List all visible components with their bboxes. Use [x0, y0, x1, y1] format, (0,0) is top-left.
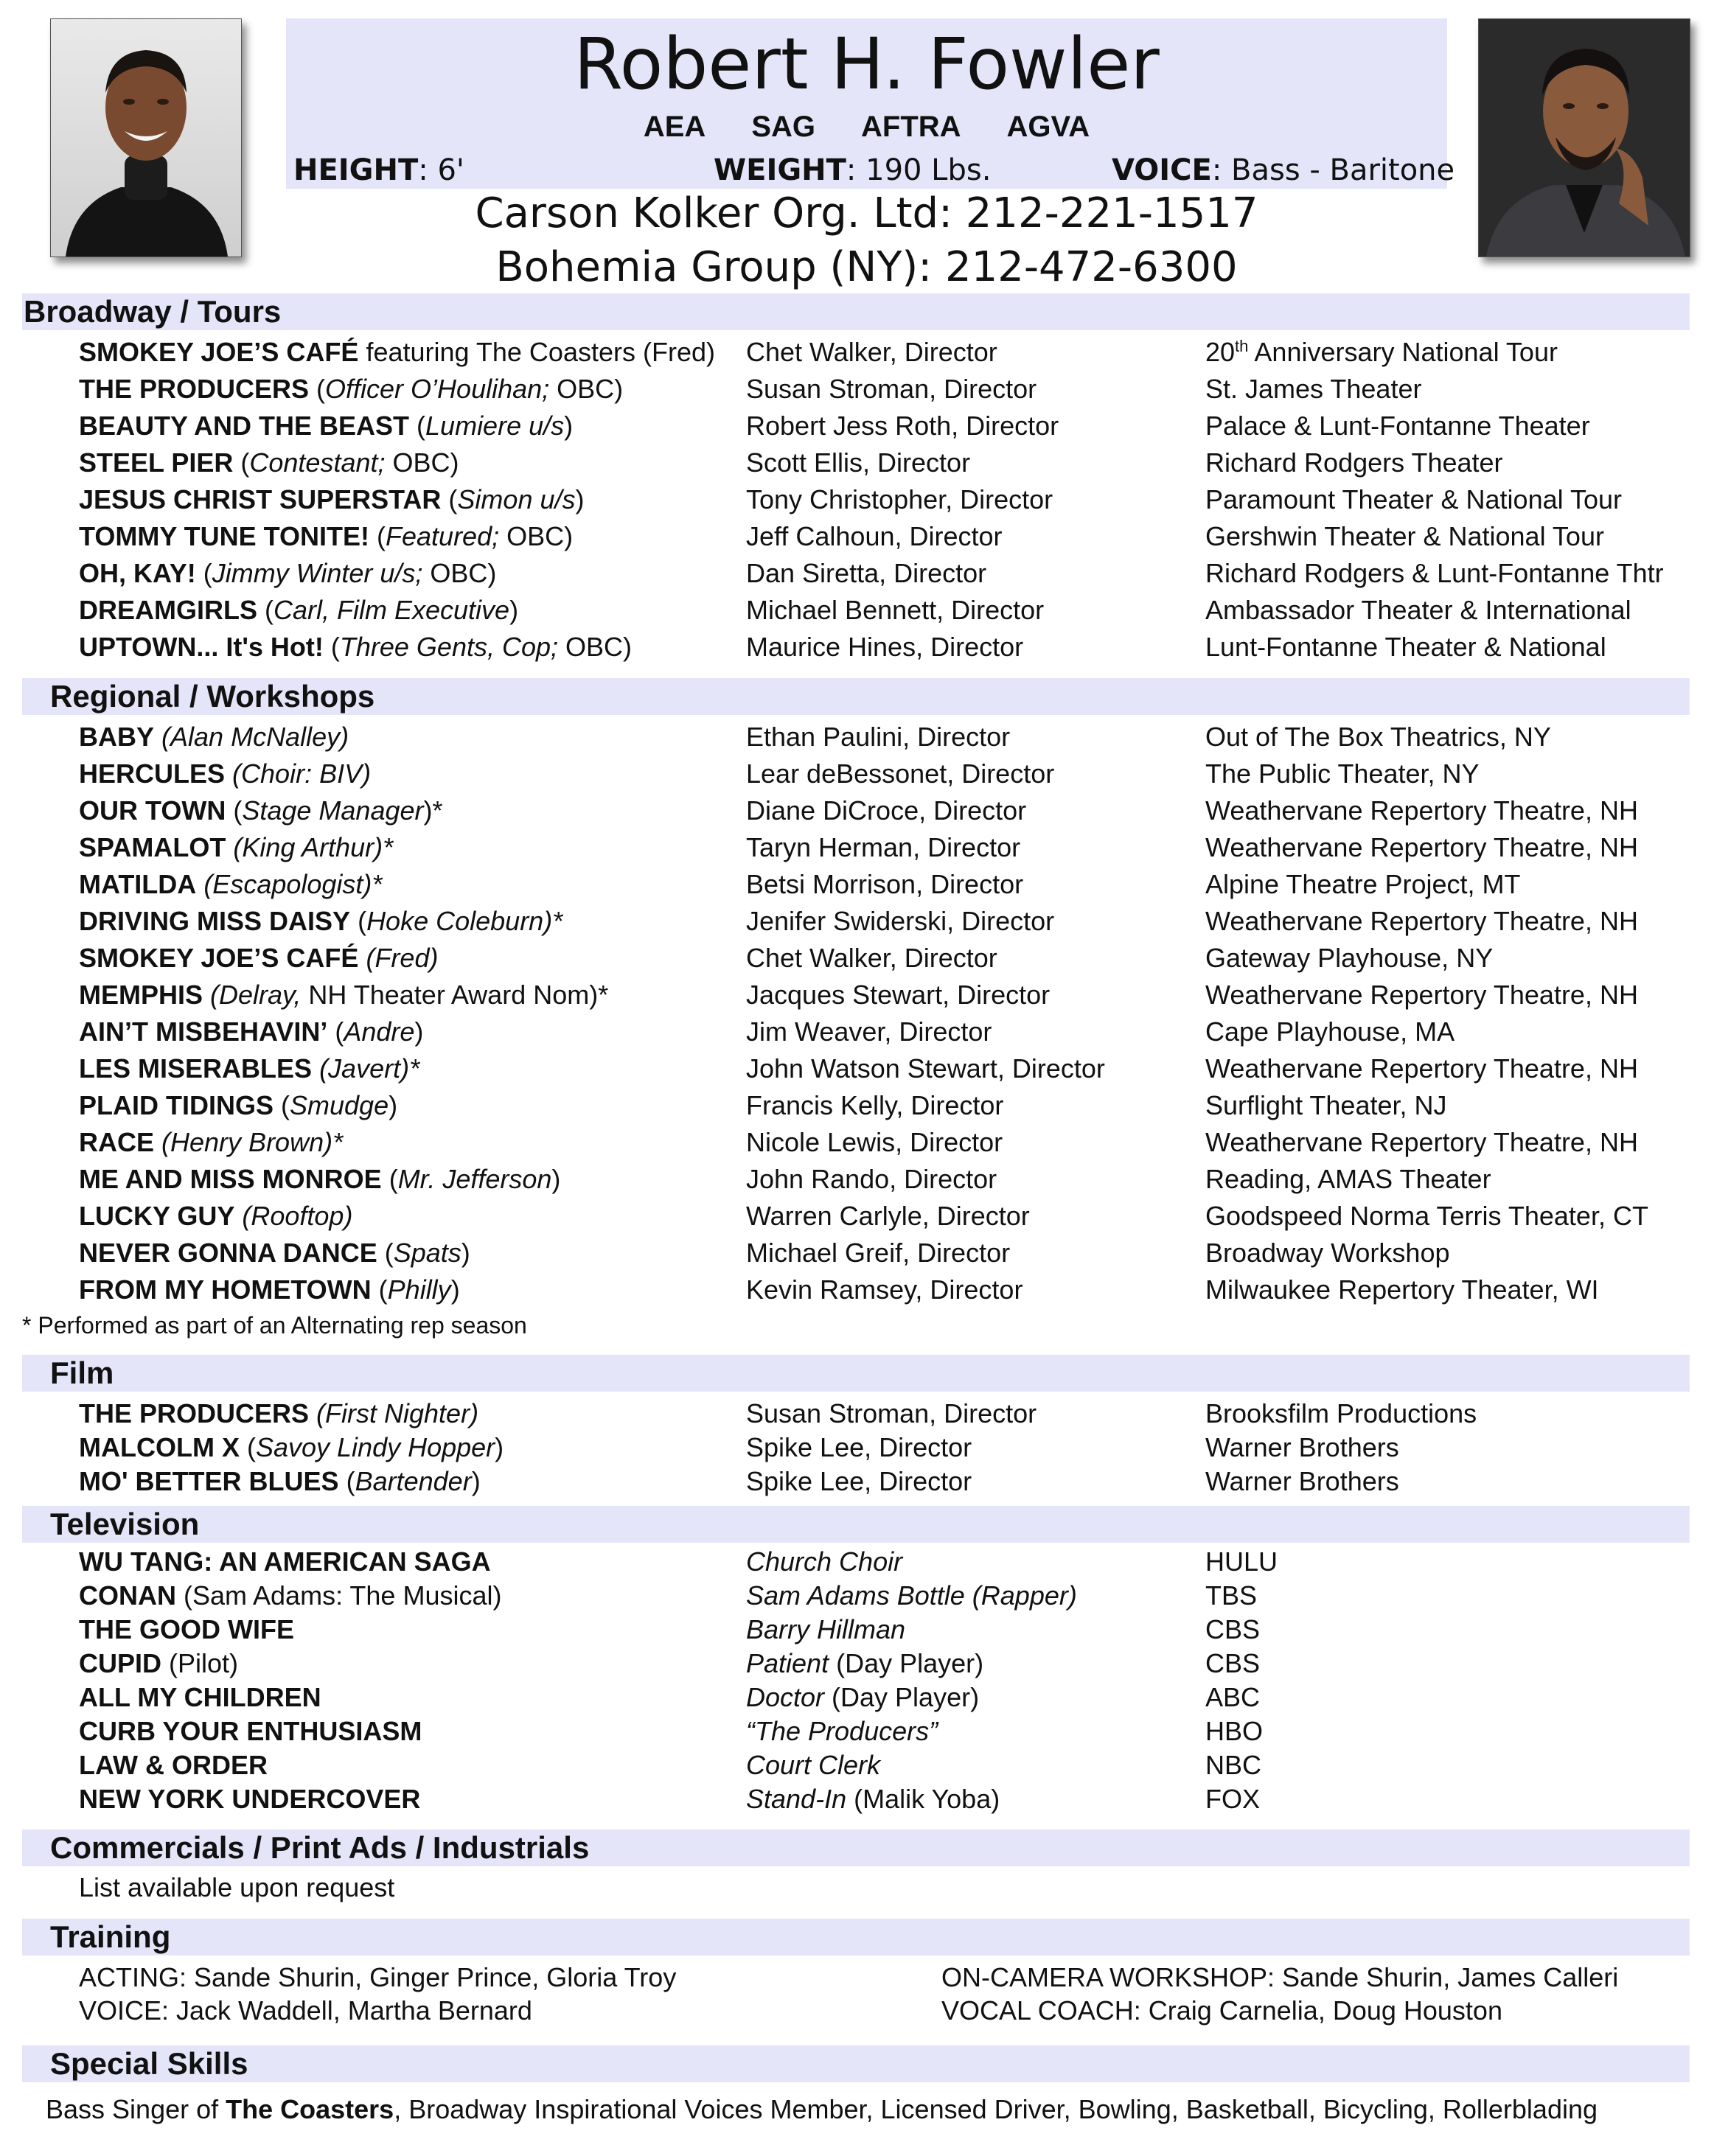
credit-director: Kevin Ramsey, Director — [746, 1274, 1023, 1305]
credit-row — [0, 1235, 1714, 1271]
credit-venue: Warner Brothers — [1205, 1466, 1399, 1496]
credit-director: Spike Lee, Director — [746, 1466, 972, 1496]
credit-show: RACE (Henry Brown)* — [79, 1127, 344, 1157]
credit-row — [0, 1271, 1714, 1308]
credit-role: Patient (Day Player) — [746, 1648, 984, 1678]
credit-venue: Palace & Lunt-Fontanne Theater — [1205, 411, 1590, 441]
credit-venue: Weathervane Repertory Theatre, NH — [1205, 1127, 1638, 1157]
stat-height: HEIGHT: 6' — [293, 153, 464, 187]
credit-director: Maurice Hines, Director — [746, 632, 1024, 662]
credit-show: THE PRODUCERS (Officer O’Houlihan; OBC) — [79, 374, 624, 404]
section-title-training: Training — [50, 1919, 171, 1954]
credit-show: NEW YORK UNDERCOVER — [79, 1784, 421, 1814]
credit-row — [0, 629, 1714, 666]
special-skills-text: Bass Singer of The Coasters, Broadway Inspirational Voices Member, Licensed Driver, Bowling, Basketball, Bicycling, Rollerblading — [46, 2094, 1598, 2124]
credit-show: CONAN (Sam Adams: The Musical) — [79, 1580, 502, 1611]
credit-venue: Gateway Playhouse, NY — [1205, 943, 1494, 973]
footnote: * Performed as part of an Alternating rep season — [22, 1312, 527, 1339]
credit-role: Sam Adams Bottle (Rapper) — [746, 1580, 1077, 1611]
credit-director: Michael Greif, Director — [746, 1238, 1011, 1268]
credit-venue: Weathervane Repertory Theatre, NH — [1205, 906, 1638, 936]
credit-director: Betsi Morrison, Director — [746, 869, 1024, 899]
credit-show: MEMPHIS (Delray, NH Theater Award Nom)* — [79, 980, 609, 1010]
credit-show: CUPID (Pilot) — [79, 1648, 239, 1678]
credit-venue: Out of The Box Theatrics, NY — [1205, 722, 1551, 752]
credit-row — [0, 592, 1714, 629]
credit-row — [0, 1050, 1714, 1087]
credit-venue: Lunt-Fontanne Theater & National — [1205, 632, 1606, 662]
credit-venue: Goodspeed Norma Terris Theater, CT — [1205, 1201, 1648, 1231]
headshot-left — [50, 18, 242, 257]
credit-row — [0, 408, 1714, 444]
credit-venue: Brooksfilm Productions — [1205, 1398, 1477, 1428]
credit-director: Lear deBessonet, Director — [746, 758, 1055, 789]
credit-row — [0, 1781, 1714, 1818]
section-bar-skills — [22, 2045, 1690, 2082]
credit-row — [0, 1161, 1714, 1198]
credit-venue: Weathervane Repertory Theatre, NH — [1205, 1053, 1638, 1084]
credit-director: Jim Weaver, Director — [746, 1016, 992, 1047]
credit-show: LAW & ORDER — [79, 1750, 268, 1780]
credit-director: Dan Siretta, Director — [746, 558, 987, 588]
credit-show: OUR TOWN (Stage Manager)* — [79, 795, 443, 826]
credit-row — [0, 940, 1714, 977]
credit-row — [0, 518, 1714, 555]
credit-network: HBO — [1205, 1716, 1264, 1746]
credit-show: ALL MY CHILDREN — [79, 1682, 321, 1712]
credit-director: Susan Stroman, Director — [746, 374, 1037, 404]
section-title-broadway: Broadway / Tours — [24, 294, 282, 329]
section-bar-training — [22, 1919, 1690, 1956]
credit-show: UPTOWN... It's Hot! (Three Gents, Cop; OBC) — [79, 632, 633, 662]
section-bar-television — [22, 1506, 1690, 1543]
credit-row — [0, 1713, 1714, 1750]
credit-role: Stand-In (Malik Yoba) — [746, 1784, 1000, 1814]
union-aftra: AFTRA — [861, 111, 961, 143]
training-on-camera: ON-CAMERA WORKSHOP: Sande Shurin, James Calleri — [941, 1962, 1619, 1992]
credit-show: THE PRODUCERS (First Nighter) — [79, 1398, 479, 1428]
credit-show: MATILDA (Escapologist)* — [79, 869, 383, 899]
credit-show: MALCOLM X (Savoy Lindy Hopper) — [79, 1432, 504, 1462]
credit-director: Spike Lee, Director — [746, 1432, 972, 1462]
credit-show: OH, KAY! (Jimmy Winter u/s; OBC) — [79, 558, 497, 588]
section-title-skills: Special Skills — [50, 2046, 248, 2081]
training-vocal-coach: VOCAL COACH: Craig Carnelia, Doug Houston — [941, 1995, 1502, 2026]
credit-director: Robert Jess Roth, Director — [746, 411, 1059, 441]
credit-venue: Surflight Theater, NJ — [1205, 1090, 1447, 1120]
credit-venue: Richard Rodgers & Lunt-Fontanne Thtr — [1205, 558, 1664, 588]
credit-director: Chet Walker, Director — [746, 943, 997, 973]
credit-network: NBC — [1205, 1750, 1262, 1780]
credit-role: Court Clerk — [746, 1750, 881, 1780]
credit-show: NEVER GONNA DANCE (Spats) — [79, 1238, 470, 1268]
credit-row — [0, 1747, 1714, 1784]
section-title-television: Television — [50, 1507, 200, 1541]
credit-show: BEAUTY AND THE BEAST (Lumiere u/s) — [79, 411, 574, 441]
credit-show: THE GOOD WIFE — [79, 1614, 294, 1644]
credit-director: Nicole Lewis, Director — [746, 1127, 1003, 1157]
credit-director: Jenifer Swiderski, Director — [746, 906, 1055, 936]
credit-row — [0, 1543, 1714, 1580]
credit-show: SPAMALOT (King Arthur)* — [79, 832, 394, 862]
union-list — [286, 109, 1447, 144]
credit-venue: Warner Brothers — [1205, 1432, 1399, 1462]
credit-row — [0, 1087, 1714, 1124]
credit-show: BABY (Alan McNalley) — [79, 722, 349, 752]
section-bar-film — [22, 1355, 1690, 1392]
credit-show: LUCKY GUY (Rooftop) — [79, 1201, 353, 1231]
credit-venue: Milwaukee Repertory Theater, WI — [1205, 1274, 1599, 1305]
credit-venue: The Public Theater, NY — [1205, 758, 1480, 789]
credit-show: MO' BETTER BLUES (Bartender) — [79, 1466, 481, 1496]
credit-director: Taryn Herman, Director — [746, 832, 1021, 862]
credit-row — [0, 1395, 1714, 1432]
credit-director: Warren Carlyle, Director — [746, 1201, 1030, 1231]
credit-row — [0, 756, 1714, 792]
agency-contact-1: Carson Kolker Org. Ltd: 212-221-1517 — [475, 189, 1258, 237]
stat-voice: VOICE: Bass - Baritone — [1112, 153, 1455, 187]
training-acting: ACTING: Sande Shurin, Ginger Prince, Gloria Troy — [79, 1962, 677, 1992]
headshot-right — [1478, 18, 1690, 257]
credit-row — [0, 1429, 1714, 1466]
credit-network: ABC — [1205, 1682, 1261, 1712]
credit-venue: St. James Theater — [1205, 374, 1422, 404]
credit-show: WU TANG: AN AMERICAN SAGA — [79, 1546, 491, 1577]
credit-row — [0, 1645, 1714, 1682]
union-sag: SAG — [751, 111, 815, 143]
agency-contact-2: Bohemia Group (NY): 212-472-6300 — [495, 243, 1238, 291]
credit-director: Diane DiCroce, Director — [746, 795, 1027, 826]
credit-director: Michael Bennett, Director — [746, 595, 1045, 625]
credit-show: SMOKEY JOE’S CAFÉ (Fred) — [79, 943, 439, 973]
training-voice: VOICE: Jack Waddell, Martha Bernard — [79, 1995, 532, 2026]
credit-venue: Paramount Theater & National Tour — [1205, 484, 1622, 514]
credit-network: HULU — [1205, 1546, 1278, 1577]
credit-role: Doctor (Day Player) — [746, 1682, 980, 1712]
credit-venue: Broadway Workshop — [1205, 1238, 1450, 1268]
credit-row: SMOKEY JOE’S CAFÉ featuring The Coasters (Fred) Chet Walker, Director 20th Anniversary National Tour — [79, 337, 1558, 367]
credit-director: John Rando, Director — [746, 1164, 997, 1194]
credit-show: DREAMGIRLS (Carl, Film Executive) — [79, 595, 519, 625]
credit-row — [0, 444, 1714, 481]
credit-row — [0, 1014, 1714, 1050]
credit-director: Susan Stroman, Director — [746, 1398, 1037, 1428]
credit-show: DRIVING MISS DAISY (Hoke Coleburn)* — [79, 906, 563, 936]
credit-role: “The Producers” — [746, 1716, 938, 1746]
credit-network: FOX — [1205, 1784, 1261, 1814]
credit-show: TOMMY TUNE TONITE! (Featured; OBC) — [79, 521, 574, 551]
union-aea: AEA — [643, 111, 706, 143]
credit-show: FROM MY HOMETOWN (Philly) — [79, 1274, 460, 1305]
credit-network: CBS — [1205, 1648, 1261, 1678]
credit-director: Scott Ellis, Director — [746, 447, 971, 478]
credit-row — [0, 371, 1714, 408]
credit-venue: Richard Rodgers Theater — [1205, 447, 1503, 478]
credit-network: TBS — [1205, 1580, 1258, 1611]
union-agva: AGVA — [1006, 111, 1090, 143]
credit-row — [0, 866, 1714, 903]
credit-row — [0, 1198, 1714, 1235]
credit-venue: Alpine Theatre Project, MT — [1205, 869, 1521, 899]
credit-venue: Gershwin Theater & National Tour — [1205, 521, 1604, 551]
credit-director: Jacques Stewart, Director — [746, 980, 1051, 1010]
credit-row — [0, 1679, 1714, 1716]
credit-venue: Ambassador Theater & International — [1205, 595, 1631, 625]
credit-director: Ethan Paulini, Director — [746, 722, 1011, 752]
credit-show: JESUS CHRIST SUPERSTAR (Simon u/s) — [79, 484, 585, 514]
credit-venue: Weathervane Repertory Theatre, NH — [1205, 795, 1638, 826]
credit-role: Church Choir — [746, 1546, 903, 1577]
credit-show: ME AND MISS MONROE (Mr. Jefferson) — [79, 1164, 561, 1194]
credit-show: PLAID TIDINGS (Smudge) — [79, 1090, 398, 1120]
credit-row — [0, 977, 1714, 1014]
credit-network: CBS — [1205, 1614, 1261, 1644]
credit-row — [0, 719, 1714, 756]
section-title-commercials: Commercials / Print Ads / Industrials — [50, 1830, 590, 1865]
credit-show: LES MISERABLES (Javert)* — [79, 1053, 420, 1084]
credit-row — [0, 1577, 1714, 1614]
credit-role: Barry Hillman — [746, 1614, 906, 1644]
credit-venue: Reading, AMAS Theater — [1205, 1164, 1491, 1194]
credit-row — [0, 481, 1714, 518]
credit-row — [0, 903, 1714, 940]
commercials-note: List available upon request — [79, 1872, 395, 1902]
credit-director: Francis Kelly, Director — [746, 1090, 1004, 1120]
credit-venue: Cape Playhouse, MA — [1205, 1016, 1455, 1047]
credit-show: HERCULES (Choir: BIV) — [79, 758, 372, 789]
credit-row — [0, 1611, 1714, 1648]
credit-director: Tony Christopher, Director — [746, 484, 1053, 514]
credit-row — [0, 829, 1714, 866]
credit-venue: Weathervane Repertory Theatre, NH — [1205, 832, 1638, 862]
section-title-film: Film — [50, 1356, 114, 1390]
section-title-regional: Regional / Workshops — [50, 679, 375, 714]
credit-director: John Watson Stewart, Director — [746, 1053, 1105, 1084]
credit-venue: Weathervane Repertory Theatre, NH — [1205, 980, 1638, 1010]
credit-row — [0, 792, 1714, 829]
credit-show: STEEL PIER (Contestant; OBC) — [79, 447, 459, 478]
credit-director: Jeff Calhoun, Director — [746, 521, 1003, 551]
stat-weight: WEIGHT: 190 Lbs. — [714, 153, 992, 187]
credit-row — [0, 555, 1714, 592]
credit-row — [0, 1463, 1714, 1500]
actor-name: Robert H. Fowler — [574, 23, 1160, 105]
credit-row — [0, 1124, 1714, 1161]
credit-show: CURB YOUR ENTHUSIASM — [79, 1716, 422, 1746]
credit-show: AIN’T MISBEHAVIN’ (Andre) — [79, 1016, 424, 1047]
